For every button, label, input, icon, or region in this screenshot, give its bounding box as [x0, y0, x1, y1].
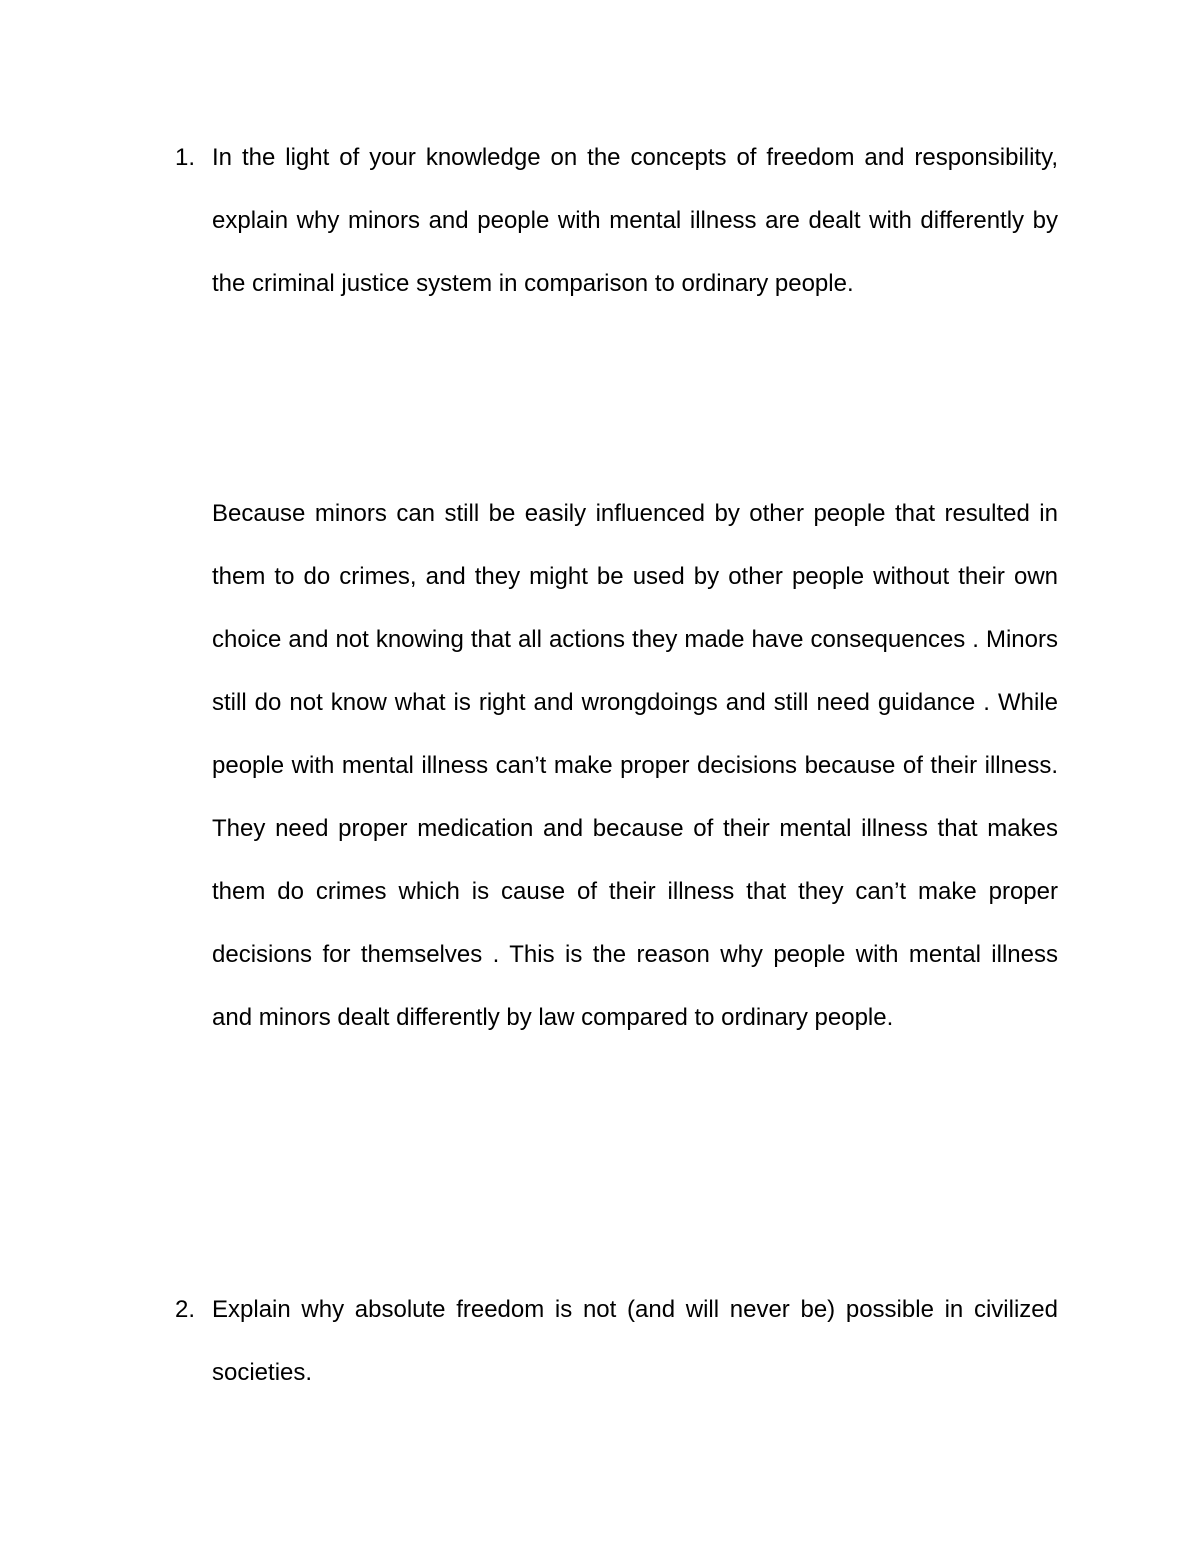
question-2 [175, 1278, 1058, 1404]
question-2-number: 2. [175, 1296, 196, 1323]
question-1-text: In the light of your knowledge on the concepts of freedom and responsibility, explain why minors and people with mental illness are dealt with differently by the criminal justice system in comparison to ordinary people. [212, 144, 1058, 297]
question-1-number: 1. [175, 144, 196, 171]
question-1 [175, 126, 1058, 315]
question-2-text: Explain why absolute freedom is not (and will never be) possible in civilized societies. [212, 1296, 1058, 1386]
answer-1-text: Because minors can still be easily influenced by other people that resulted in them to do crimes, and they might be used by other people without their own choice and not knowing that all actions they made have consequences . Minors still do not know what is right and wrongdoings and still need guidance . While people with mental illness can’t make proper decisions because of their illness. They need proper medication and because of their mental illness that makes them do crimes which is cause of their illness that they can’t make proper decisions for themselves . This is the reason why people with mental illness and minors dealt differently by law compared to ordinary people. [212, 500, 1058, 1031]
